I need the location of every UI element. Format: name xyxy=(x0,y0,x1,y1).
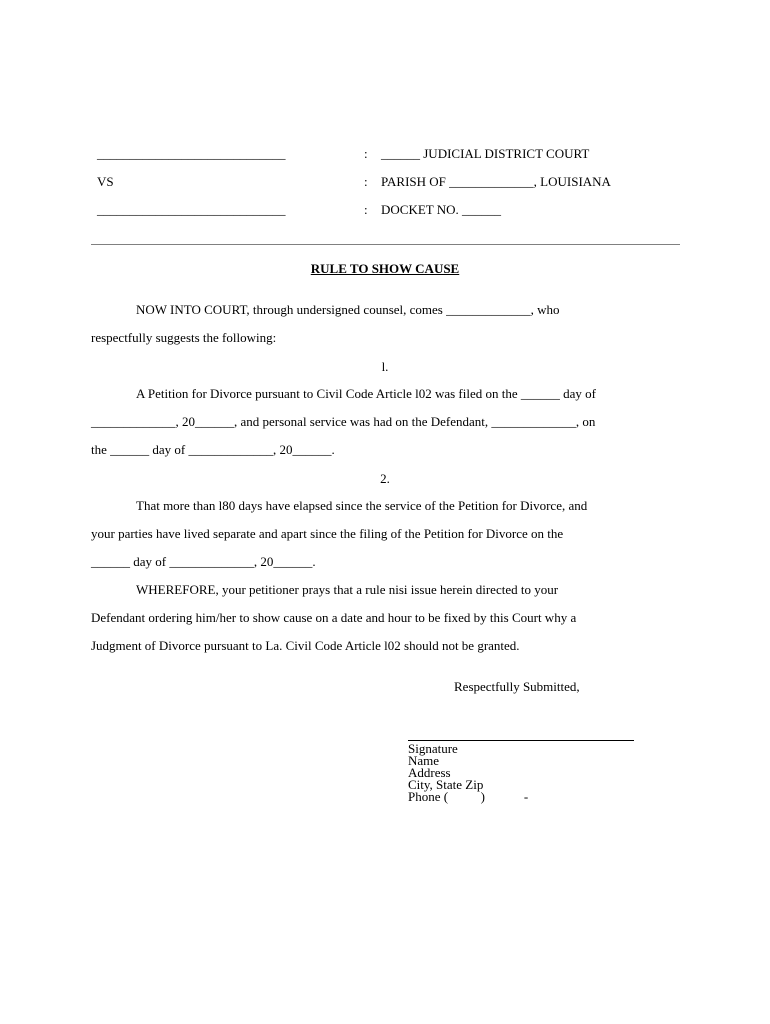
paragraph-1-line-1: A Petition for Divorce pursuant to Civil Code Article l02 was filed on the ______ day of xyxy=(136,386,596,401)
prayer-paragraph xyxy=(91,576,680,660)
caption-colon: : xyxy=(364,146,368,161)
plaintiff-name-blank: _____________________________ xyxy=(97,146,286,161)
prayer-line-2: Defendant ordering him/her to show cause on a date and hour to be fixed by this Court why a xyxy=(91,610,577,625)
caption-colon: : xyxy=(364,174,368,189)
intro-paragraph xyxy=(91,296,680,352)
docket-number: DOCKET NO. ______ xyxy=(381,202,502,217)
phone-label: Phone ( ) - xyxy=(408,789,529,804)
paragraph-number-1: l. xyxy=(381,359,389,374)
paragraph-1 xyxy=(91,380,680,464)
city-state-zip-label: City, State Zip xyxy=(408,777,484,792)
caption-divider xyxy=(91,244,680,245)
closing-respectfully-submitted: Respectfully Submitted, xyxy=(454,679,580,694)
paragraph-2-line-2: your parties have lived separate and apart since the filing of the Petition for Divorce on the xyxy=(91,526,564,541)
name-label: Name xyxy=(408,753,440,768)
document-title: RULE TO SHOW CAUSE xyxy=(310,261,460,276)
paragraph-2-line-1: That more than l80 days have elapsed since the service of the Petition for Divorce, and xyxy=(136,498,588,513)
versus-label: VS xyxy=(97,174,114,189)
paragraph-2 xyxy=(91,492,680,576)
paragraph-1-line-2: _____________, 20______, and personal service was had on the Defendant, _____________, on xyxy=(91,414,596,429)
court-name: ______ JUDICIAL DISTRICT COURT xyxy=(381,146,590,161)
intro-line-2: respectfully suggests the following: xyxy=(91,330,277,345)
signature-label: Signature xyxy=(408,741,458,756)
intro-line-1: NOW INTO COURT, through undersigned counsel, comes _____________, who xyxy=(136,302,560,317)
parish-line: PARISH OF _____________, LOUISIANA xyxy=(381,174,611,189)
address-label: Address xyxy=(408,765,451,780)
paragraph-1-line-3: the ______ day of _____________, 20______. xyxy=(91,442,335,457)
signature-block xyxy=(408,743,528,803)
defendant-name-blank: _____________________________ xyxy=(97,202,286,217)
prayer-line-3: Judgment of Divorce pursuant to La. Civil Code Article l02 should not be granted. xyxy=(91,638,520,653)
paragraph-number-2: 2. xyxy=(380,471,390,486)
prayer-line-1: WHEREFORE, your petitioner prays that a rule nisi issue herein directed to your xyxy=(136,582,559,597)
caption-colon: : xyxy=(364,202,368,217)
paragraph-2-line-3: ______ day of _____________, 20______. xyxy=(91,554,316,569)
